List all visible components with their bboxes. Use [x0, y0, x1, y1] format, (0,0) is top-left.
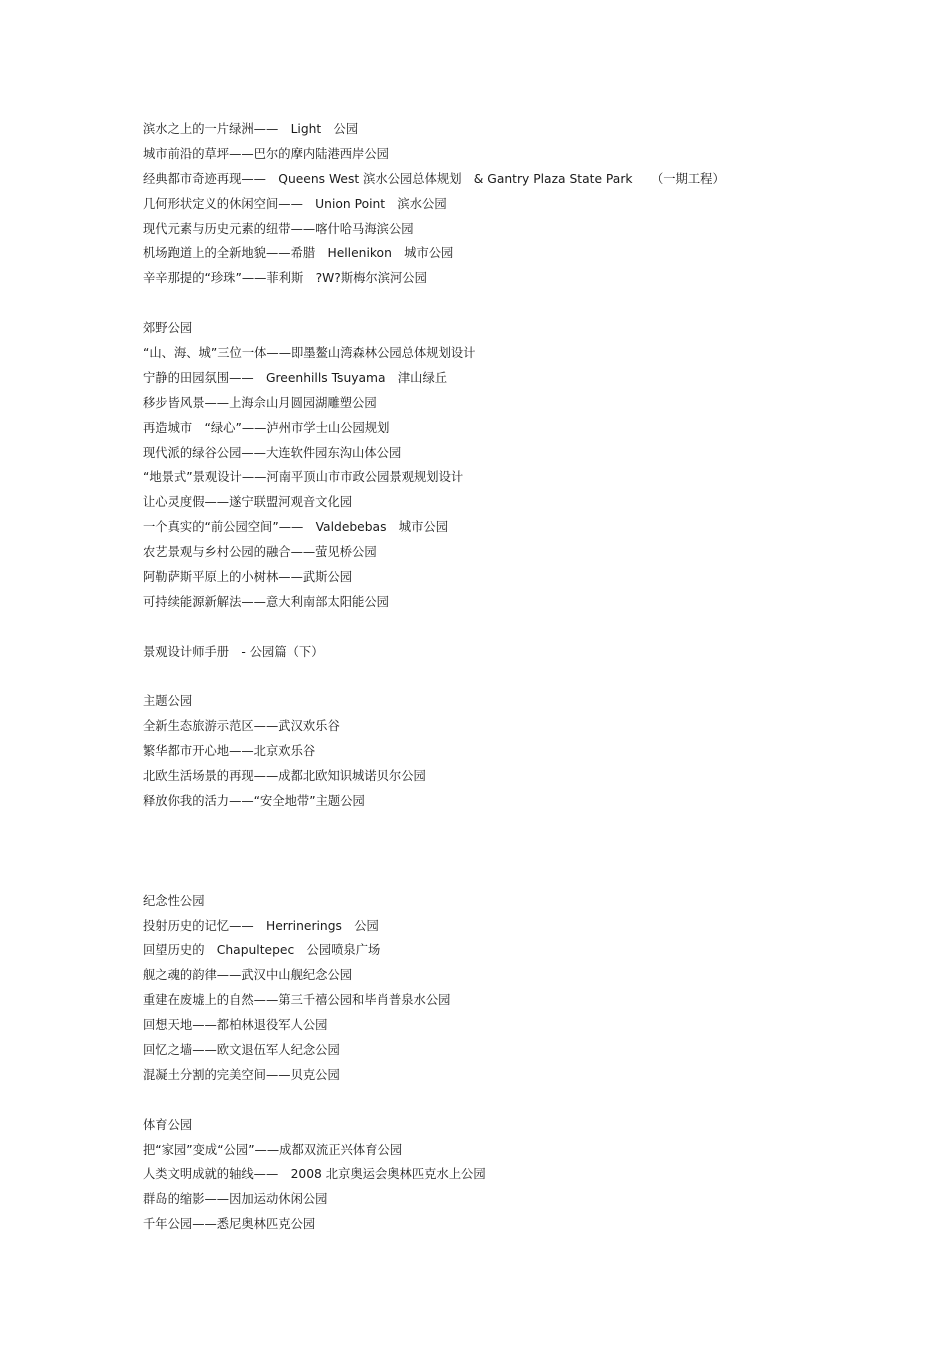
block-theme-parks	[143, 689, 923, 813]
list-item: “山、海、城”三位一体——即墨鳌山湾森林公园总体规划设计	[143, 346, 476, 361]
list-item: 把“家园”变成“公园”——成都双流正兴体育公园	[143, 1142, 403, 1157]
document-page	[143, 117, 923, 1237]
list-item: 现代元素与历史元素的纽带——喀什哈马海滨公园	[143, 221, 414, 236]
list-item: 北欧生活场景的再现——成都北欧知识城诺贝尔公园	[143, 769, 426, 784]
spacer	[143, 1088, 923, 1113]
list-item: 可持续能源新解法——意大利南部太阳能公园	[143, 594, 389, 609]
book-title: 景观设计师手册 - 公园篇（下）	[143, 644, 324, 659]
list-item: 回想天地——都柏林退役军人公园	[143, 1018, 328, 1033]
list-item: 舰之魂的韵律——武汉中山舰纪念公园	[143, 968, 353, 983]
section-heading: 纪念性公园	[143, 893, 205, 908]
section-heading: 主题公园	[143, 694, 193, 709]
spacer	[143, 615, 923, 640]
block-memorial-parks	[143, 889, 923, 1088]
list-item: 混凝土分割的完美空间——贝克公园	[143, 1067, 340, 1082]
list-item: 经典都市奇迹再现—— Queens West 滨水公园总体规划 & Gantry Plaza State Park （一期工程）	[143, 171, 725, 186]
spacer	[143, 291, 923, 316]
spacer	[143, 814, 923, 889]
list-item: “地景式”景观设计——河南平顶山市市政公园景观规划设计	[143, 470, 464, 485]
list-item: 辛辛那提的“珍珠”——菲利斯 ?W?斯梅尔滨河公园	[143, 271, 427, 286]
list-item: 滨水之上的一片绿洲—— Light 公园	[143, 122, 359, 136]
block-book-title	[143, 640, 923, 665]
list-item: 让心灵度假——遂宁联盟河观音文化园	[143, 495, 353, 510]
list-item: 阿勒萨斯平原上的小树林——武斯公园	[143, 570, 353, 585]
list-item: 机场跑道上的全新地貌——希腊 Hellenikon 城市公园	[143, 246, 454, 261]
block-waterfront-parks	[143, 117, 923, 291]
section-heading: 体育公园	[143, 1117, 193, 1132]
list-item: 释放你我的活力——“安全地带”主题公园	[143, 794, 365, 809]
list-item: 一个真实的“前公园空间”—— Valdebebas 城市公园	[143, 520, 448, 535]
list-item: 宁静的田园氛围—— Greenhills Tsuyama 津山绿丘	[143, 370, 448, 385]
list-item: 重建在废墟上的自然——第三千禧公园和毕肖普泉水公园	[143, 993, 451, 1008]
spacer	[143, 665, 923, 690]
list-item: 繁华都市开心地——北京欢乐谷	[143, 744, 316, 759]
list-item: 几何形状定义的休闲空间—— Union Point 滨水公园	[143, 196, 447, 211]
list-item: 现代派的绿谷公园——大连软件园东沟山体公园	[143, 445, 402, 460]
list-item: 千年公园——悉尼奥林匹克公园	[143, 1217, 316, 1232]
block-country-parks	[143, 316, 923, 615]
list-item: 人类文明成就的轴线—— 2008 北京奥运会奥林匹克水上公园	[143, 1167, 486, 1182]
block-sports-parks	[143, 1113, 923, 1237]
list-item: 农艺景观与乡村公园的融合——萤见桥公园	[143, 545, 377, 560]
list-item: 再造城市 “绿心”——泸州市学士山公园规划	[143, 420, 390, 435]
list-item: 全新生态旅游示范区——武汉欢乐谷	[143, 719, 340, 734]
list-item: 移步皆风景——上海佘山月圆园湖雕塑公园	[143, 395, 377, 410]
list-item: 群岛的缩影——因加运动休闲公园	[143, 1192, 328, 1207]
section-heading: 郊野公园	[143, 321, 193, 336]
list-item: 投射历史的记忆—— Herrinerings 公园	[143, 918, 379, 933]
list-item: 回忆之墙——欧文退伍军人纪念公园	[143, 1042, 340, 1057]
list-item: 回望历史的 Chapultepec 公园喷泉广场	[143, 943, 381, 958]
list-item: 城市前沿的草坪——巴尔的摩内陆港西岸公园	[143, 146, 389, 161]
